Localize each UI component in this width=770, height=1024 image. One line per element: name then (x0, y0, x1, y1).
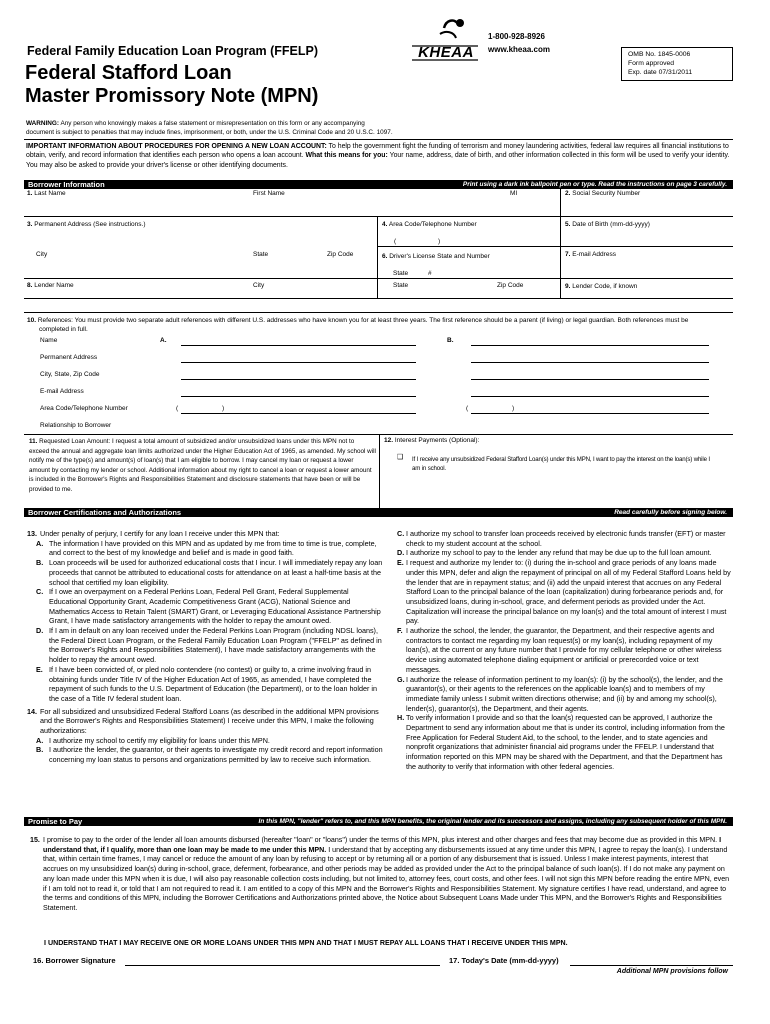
zip-label: Zip Code (327, 251, 354, 258)
address-label: 3. Permanent Address (See instructions.) (27, 221, 146, 228)
certification-item (27, 558, 385, 587)
divider (377, 217, 378, 298)
interest-payments-label: 12. Interest Payments (Optional): (384, 437, 480, 444)
certification-text: I authorize the lender, the guarantor, or their agents to investigate my credit record and report information concerning my loan status to persons and organizations permitted by law to receive such information. (49, 745, 383, 765)
dob-field[interactable] (561, 229, 733, 245)
certification-text: I authorize my school to transfer loan proceeds received by electronic funds transfer (EFT) or master check to my student account at the school. (406, 529, 726, 548)
interest-payments-text: If I receive any unsubsidized Federal Stafford Loan(s) under this MPN, I want to pay the interest on the loan(s) while I am in school. (412, 456, 710, 472)
license-number-hash: # (428, 270, 432, 277)
important-notice (26, 142, 731, 170)
certification-item (397, 548, 733, 558)
certification-item (397, 713, 733, 771)
borrower-info-note: Print using a dark ink ballpoint pen or type. Read the instructions on page 3 carefully. (462, 181, 727, 188)
website: www.kheaa.com (488, 45, 550, 54)
promise-title: Promise to Pay (28, 817, 83, 826)
dob-label: 5. Date of Birth (mm-dd-yyyy) (565, 221, 650, 228)
certification-item (27, 626, 385, 665)
certifications-title: Borrower Certifications and Authorizations (28, 508, 182, 517)
ref-row-label: Permanent Address (40, 354, 98, 361)
omb-number: OMB No. 1845-0006 (628, 51, 691, 58)
ref-b-field[interactable] (471, 345, 709, 346)
city-field[interactable] (24, 259, 377, 277)
promise-caps-line: I UNDERSTAND THAT I MAY RECEIVE ONE OR MORE LOANS UNDER THIS MPN AND THAT I MUST REPAY ALL LOANS THAT I RECEIVE UNDER THIS MPN. (44, 939, 568, 947)
certification-number: G. (397, 674, 405, 684)
ref-a-field[interactable] (181, 379, 416, 380)
interest-checkbox[interactable]: ❑ (397, 454, 404, 461)
ref-a-field[interactable] (181, 413, 416, 414)
ref-phone-paren: ( (176, 405, 179, 412)
certification-number: C. (36, 587, 44, 597)
certification-item (397, 529, 733, 548)
address-field[interactable] (24, 229, 377, 244)
certification-number: D. (36, 626, 44, 636)
divider (24, 312, 733, 313)
divider (560, 189, 561, 216)
ref-phone-paren: ) (222, 405, 225, 412)
warning-label: WARNING: (26, 120, 60, 127)
certification-item (27, 745, 385, 764)
certification-number: 14. (27, 706, 37, 716)
license-field[interactable] (379, 262, 559, 278)
notice-heading: IMPORTANT INFORMATION ABOUT PROCEDURES FOR OPENING A NEW LOAN ACCOUNT: (26, 143, 327, 150)
ref-col-b: B. (447, 337, 454, 344)
warning-text-1: Any person who knowingly makes a false statement or misrepresentation on this form or any accompanying (59, 120, 365, 127)
certification-number: 13. (27, 529, 37, 538)
certification-number: E. (36, 664, 43, 674)
certification-number: C. (397, 529, 405, 538)
ref-a-field[interactable] (181, 345, 416, 346)
certification-item (397, 558, 733, 626)
ref-row-label: City, State, Zip Code (40, 371, 100, 378)
certification-text: I request and authorize my lender to: (i) during the in-school and grace periods of any loans made under this MPN, defer and align the repayment of principal on all of my Federal Stafford Loans held by the lender that are in repayment status; and (ii) add the unpaid interest that accrues on any Federal Stafford Loan to the principal balance of the loan (capitalization) during forbearance periods and, for unsubsidized loans, during in-school, grace, and deferment periods as provided under the Act. Capitalization will increase the principal balance on my loan(s) and the total amount of interest I must pay. (406, 558, 731, 626)
omb-approved: Form approved (628, 60, 675, 67)
certifications-left (27, 529, 385, 765)
certification-item (397, 675, 733, 714)
first-name-field[interactable] (250, 198, 505, 215)
ref-a-field[interactable] (181, 362, 416, 363)
license-label: 6. Driver's License State and Number (382, 253, 490, 260)
certification-number: B. (36, 745, 44, 755)
certification-text: The information I have provided on this MPN and as updated by me from time to time is true, complete, and correct to the best of my knowledge and belief and is made in good faith. (49, 538, 377, 558)
certification-text: I authorize my school to certify my eligibility for loans under this MPN. (49, 735, 270, 745)
ref-a-field[interactable] (181, 422, 416, 432)
mi-label: MI (510, 190, 518, 197)
certification-number: F. (397, 626, 403, 636)
lender-name-field[interactable] (24, 290, 560, 298)
ref-phone-paren: ) (512, 405, 515, 412)
certification-text: Loan proceeds will be used for authorized educational costs that I incur. I will immediately repay any loan proceeds that cannot be attributed to educational costs for attendance on at least a half-time basis at the school that certified my loan eligibility. (49, 558, 383, 587)
last-name-label: 1. Last Name (27, 190, 66, 197)
footer-note: Additional MPN provisions follow (616, 968, 728, 975)
certification-number: A. (36, 735, 44, 745)
borrower-signature-label: 16. Borrower Signature (33, 956, 116, 965)
last-name-field[interactable] (24, 198, 249, 215)
certification-text: If I owe an overpayment on a Federal Perkins Loan, Federal Pell Grant, Federal Supplemental Educational Opportunity Grant, Academic Competitiveness Grant (ACG), National Science and Mathematics Access to Retain Talent (SMART) Grant, or Leveraging Educational Assistance Partnership Grant, I have made satisfactory arrangements with the holder to repay the amount owed. (49, 587, 381, 626)
lender-zip-label: Zip Code (497, 282, 524, 289)
divider (560, 217, 561, 298)
certification-number: H. (397, 713, 405, 723)
ssn-field[interactable] (561, 198, 733, 215)
certification-number: A. (36, 538, 44, 548)
city-label: City (36, 251, 48, 258)
borrower-info-bar (24, 180, 733, 189)
state-label: State (253, 251, 269, 258)
logo-text: KHEAA (418, 44, 474, 61)
phone: 1-800-928-8926 (488, 32, 545, 41)
references-instructions: 10. References: You must provide two separate adult references with different U.S. addresses who have known you for at least three years. The first reference should be a parent (if living) or legal guardian. Both references must be completed in full. (27, 317, 689, 333)
ref-row-label: E-mail Address (40, 388, 84, 395)
lender-name-label: 8. Lender Name (27, 282, 74, 289)
certification-number: D. (397, 548, 405, 558)
certification-item (27, 539, 385, 558)
certification-item (27, 587, 385, 626)
ref-a-field[interactable] (181, 396, 416, 397)
program-title: Federal Family Education Loan Program (FFELP) (27, 44, 319, 58)
ssn-label: 2. Social Security Number (565, 190, 641, 197)
certification-text: If I am in default on any loan received under the Federal Perkins Loan Program (including NDSL loans), the Federal Direct Loan Program, or the Federal Family Education Loan Program ("FFELP" as defined in the Borrower's Rights and Responsibilities Statement), I have made satisfactory arrangements with the holder to repay the amount owed. (49, 626, 382, 665)
certification-text: I authorize the school, the lender, the guarantor, the Department, and their respective agents and contractors to contact me regarding my loan request(s) or my loan(s), including repayment of my loan(s), at the current or any future number that I provide for my cellular telephone or other wireless device using automated telephone dialing equipment or artificial or prerecorded voice or text messages. (406, 626, 722, 674)
ref-b-field[interactable] (471, 422, 709, 432)
promise-note: In this MPN, "lender" refers to, and this MPN benefits, the original lender and its successors and assigns, including any subsequent holder of this MPN. (258, 818, 727, 825)
email-field[interactable] (561, 259, 733, 278)
lender-city-label: City (253, 282, 265, 289)
omb-box (621, 47, 733, 81)
certification-text: I authorize the release of information pertinent to my loan(s): (i) by the school(s), the lender, and the guarantor(s), or their agents to the references on the applicable loan(s) and to members of my immediate family unless I submit written directions otherwise; and (ii) by and among my school(s), lender(s), guarantor(s), the Department, and their agents. (406, 674, 723, 713)
ref-phone-paren: ( (466, 405, 469, 412)
todays-date-label: 17. Today's Date (mm-dd-yyyy) (449, 956, 559, 965)
ref-col-a: A. (160, 337, 167, 344)
email-label: 7. E-mail Address (565, 251, 616, 258)
form-title-1: Federal Stafford Loan (25, 62, 232, 84)
phone-paren-close: ) (438, 238, 441, 245)
certification-text: I authorize my school to pay to the lender any refund that may be due up to the full loan amount. (406, 548, 712, 558)
promise-text: 15. I promise to pay to the order of the lender all loan amounts disbursed (hereafter "loan" or "loans") under the terms of this MPN, plus interest and other charges and fees that may become due as provided in this MPN. I understand that, if I qualify, more than one loan may be made to me under this MPN. I understand that by accepting any disbursements issued at any time under this MPN, I agree to repay the loan(s). I understand that, within certain time frames, I may cancel or reduce the amount of any loan by refusing to accept or by returning all or a portion of any disbursement that is issued. Unless I make interest payments, interest that accrues on my unsubsidized loan(s) during in-school, grace, deferment, forbearance, and other periods may be added as provided under the Act to the principal balance of such loan(s). If I do not make any payment on any loan made under this MPN when it is due, I will also pay reasonable collection costs including, but not limited to, attorney fees, court costs, and other fees. I will not sign this MPN before reading the entire MPN, even if I am told not to read it, or told that I am not required to read it. I am entitled to a copy of this MPN and the Borrower's Rights and Responsibilities Statement. My signature certifies I have read, understand, and agree to the terms and conditions of this MPN, including the Borrower Certifications and Authorizations printed above, the Notice about Subsequent Loans Made under This MPN, and the Borrower's Rights and Responsibilities Statement. (30, 836, 730, 912)
certification-item (27, 529, 385, 539)
form-title-2: Master Promissory Note (MPN) (25, 85, 319, 107)
certification-number: E. (397, 558, 404, 568)
mi-field[interactable] (506, 198, 560, 215)
certification-text: To verify information I provide and so that the loan(s) requested can be approved, I authorize the Department to send any information about me that is under its control, including information from the Free Application for Federal Student Aid, to the school, to the lender, and to state agencies and nonprofit organizations that administer financial aid programs under the FFELP. I understand that information reported on this MPN may be shared with the Department, and that the Department has the authority to verify that information with other federal agencies. (406, 713, 725, 771)
certification-item (27, 707, 385, 736)
certification-item (27, 736, 385, 746)
warning (26, 120, 406, 137)
phone-field[interactable] (379, 229, 559, 245)
warning-text-2: document is subject to penalties that may include fines, imprisonment, or both, under the U.S. Criminal Code and 20 U.S.C. 1097. (26, 128, 393, 136)
divider (24, 298, 733, 299)
ref-b-field[interactable] (471, 362, 709, 363)
lender-state-label: State (393, 282, 409, 289)
ref-row-label: Area Code/Telephone Number (40, 405, 128, 412)
ref-row-label: Relationship to Borrower (40, 422, 112, 429)
certifications-bar (24, 508, 733, 517)
certification-text: If I have been convicted of, or pled nolo contendere (no contest) or guilty to, a crime involving fraud in obtaining funds under Title IV of the Higher Education Act of 1965, as amended, I have completed the repayment of such funds to the U.S. Department of Education (the Department), or to the loan holder in the case of a Title IV federal student loan. (49, 664, 378, 703)
omb-expiry: Exp. date 07/31/2011 (628, 69, 693, 76)
borrower-info-title: Borrower Information (28, 180, 105, 189)
divider (24, 278, 733, 279)
notice-mean-label: What this means for you: (305, 152, 388, 160)
todays-date-field[interactable] (570, 965, 733, 966)
kheaa-logo (410, 16, 480, 64)
certification-item (27, 665, 385, 704)
ref-b-field[interactable] (471, 379, 709, 380)
loan-amount-request: 11. Requested Loan Amount: I request a total amount of subsidized and/or unsubsidized loans under this MPN not to exceed the annual and aggregate loan limits authorized under the Higher Education Act of 1965, as amended. My school will notify me of the type(s) and amount(s) of loan(s) that I am eligible to borrow. I may cancel my loan or request a lower amount by contacting my lender or school. Additional information about my right to cancel a loan or request a lower amount is included in the Borrower's Rights and Responsibilities Statement and disclosure statements that have been or will be provided to me. (29, 438, 376, 493)
certification-item (397, 626, 733, 675)
certifications-note: Read carefully before signing below. (614, 509, 727, 516)
certification-text: Under penalty of perjury, I certify for any loan I receive under this MPN that: (40, 529, 280, 538)
divider (24, 139, 733, 140)
first-name-label: First Name (253, 190, 285, 197)
ref-row-label: Name (40, 337, 58, 344)
certification-number: B. (36, 558, 44, 568)
borrower-signature-field[interactable] (125, 965, 440, 966)
certifications-right (397, 529, 733, 772)
license-state-label: State (393, 270, 409, 277)
lender-code-label: 9. Lender Code, if known (565, 283, 638, 290)
ref-b-field[interactable] (471, 396, 709, 397)
promise-bar (24, 817, 733, 826)
divider (24, 216, 733, 217)
phone-paren-open: ( (394, 238, 397, 245)
divider (379, 434, 380, 508)
divider (378, 246, 733, 247)
certification-text: For all subsidized and unsubsidized Federal Stafford Loans (as described in the additional MPN provisions and the Borrower's Rights and Responsibilities Statement) I receive under this MPN, I make the following authorizations: (40, 706, 379, 736)
notice-text-b: Your name, address, date of birth, and other information collected in this form will be used to verify your identity. You may also be asked to provide your driver's license or other identifying documents. (26, 152, 730, 169)
ref-b-field[interactable] (471, 413, 709, 414)
notice-text-a: To help the government fight the funding of terrorism and money laundering activities, federal law requires all financial institutions to obtain, verify, and record information that identifies each person who opens a loan account. (26, 143, 729, 160)
phone-label: 4. Area Code/Telephone Number (382, 221, 477, 228)
